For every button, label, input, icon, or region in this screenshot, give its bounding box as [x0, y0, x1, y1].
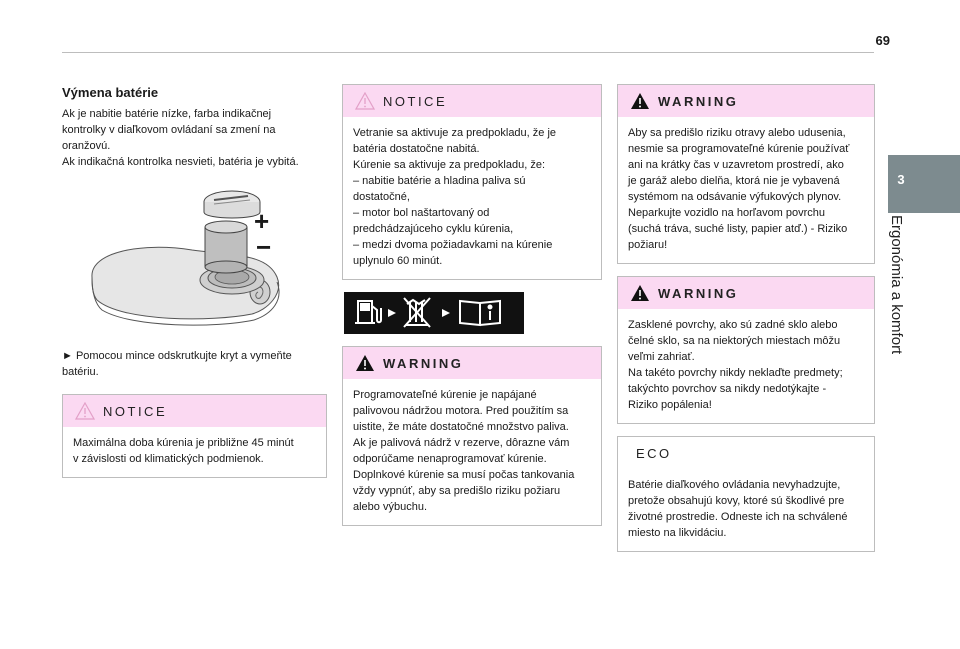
arrow-right-icon [388, 309, 396, 317]
warning-title: WARNING [383, 355, 464, 371]
chapter-title-text: Ergonómia a komfort [888, 215, 905, 355]
warning-triangle-icon [630, 284, 650, 302]
remote-battery-figure [62, 182, 327, 342]
notice-header [63, 395, 326, 427]
notice-box-left [62, 394, 327, 478]
chapter-number: 3 [897, 172, 905, 187]
heating-off-icon [404, 298, 430, 327]
notice-body: Vetranie sa aktivuje za predpokladu, že je batéria dostatočne nabitá. Kúrenie sa aktivuje za predpokladu, že: – nabitie batérie a hladina paliva sú dostatočné, – motor bol naštartovaný od predchádzajúceho cyklu kúrenia, – medzi dvoma požiadavkami na kúrenie uplynulo 60 minút. [353, 127, 557, 267]
eco-header [618, 437, 874, 469]
notice-header [343, 85, 601, 117]
warning-title: WARNING [658, 93, 739, 109]
warning-triangle-icon [630, 92, 650, 110]
eco-title: ECO [636, 445, 672, 461]
plus-sign: + [254, 206, 270, 236]
arrow-right-icon [442, 309, 450, 317]
notice-triangle-icon [355, 92, 375, 110]
notice-body: Maximálna doba kúrenia je približne 45 minút v závislosti od klimatických podmienok. [73, 437, 294, 465]
column-left [62, 80, 327, 478]
top-rule [62, 52, 874, 53]
pictogram-svg [344, 292, 524, 334]
warning-box-middle [342, 346, 602, 526]
column-middle [342, 84, 602, 526]
chapter-title [876, 215, 926, 375]
warning-header [618, 277, 874, 309]
section-heading: Výmena batérie [62, 85, 159, 100]
page-number: 69 [875, 33, 890, 48]
warning-body: Aby sa predišlo riziku otravy alebo udusenia, nesmie sa programovateľné kúrenie používať ani na krátky čas v uzavretom prostredí, ako je garáž alebo dielňa, ktorá nie je vybavená systémom na odsávanie výfukových plynov. Neparkujte vozidlo na horľavom povrchu (suchá tráva, suché listy, papier atď.) - Riziko požiaru! [628, 127, 850, 251]
minus-sign: − [256, 232, 272, 262]
column-right [617, 84, 875, 552]
warning-title: WARNING [658, 285, 739, 301]
eco-box [617, 436, 875, 552]
warning-header [618, 85, 874, 117]
instruction-text: ► Pomocou mince odskrutkujte kryt a vymeňte batériu. [62, 350, 292, 378]
warning-box-right-2 [617, 276, 875, 424]
eco-body: Batérie diaľkového ovládania nevyhadzujte, pretože obsahujú kovy, ktoré sú škodlivé pre životné prostredie. Odneste ich na schválené miesto na likvidáciu. [628, 479, 848, 539]
warning-body: Zasklené povrchy, ako sú zadné sklo alebo čelné sklo, sa na niektorých miestach môžu veľmi zahriať. Na takéto povrchy nikdy neklaďte predmety; takýchto povrchov sa nikdy nedotýkajte - Riziko popálenia! [628, 319, 843, 411]
warning-box-right-1 [617, 84, 875, 264]
notice-triangle-icon [75, 402, 95, 420]
warning-header [343, 347, 601, 379]
manual-book-icon [460, 301, 500, 325]
remote-battery-illustration [62, 182, 327, 342]
warning-body: Programovateľné kúrenie je napájané palivovou nádržou motora. Pred použitím sa uistite, že máte dostatočné množstvo paliva. Ak je palivová nádrž v rezerve, dôrazne vám odporúčame nenaprogramovať kúrenie. Doplnkové kúrenie sa musí počas tankovania vždy vypnúť, aby sa predišlo riziku požiaru alebo výbuchu. [353, 389, 575, 513]
fuel-pump-icon [355, 301, 381, 323]
battery-intro-text: Ak je nabitie batérie nízke, farba indikačnej kontrolky v diaľkovom ovládaní sa zmení na oranžovú. Ak indikačná kontrolka nesvieti, batéria je vybitá. [62, 108, 299, 168]
notice-title: NOTICE [103, 403, 168, 419]
fuel-heating-pictogram [344, 292, 524, 334]
warning-triangle-icon [355, 354, 375, 372]
notice-title: NOTICE [383, 93, 448, 109]
notice-box-middle [342, 84, 602, 280]
